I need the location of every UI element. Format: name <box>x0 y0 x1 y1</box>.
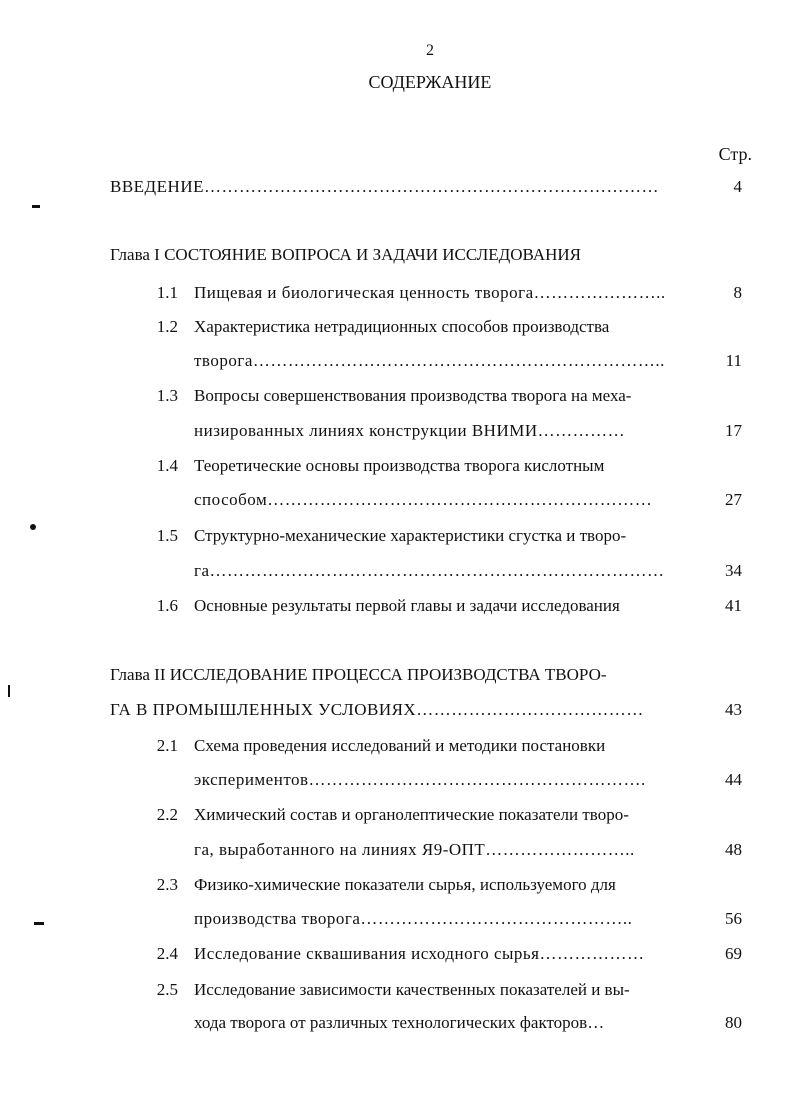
toc-entry-page: 56 <box>725 909 742 928</box>
toc-entry-line: хода творога от различных технологических факторов… <box>194 1013 605 1032</box>
toc-entry-line: низированных линиях конструкции ВНИМИ…………… <box>194 421 626 440</box>
toc-entry-page: 27 <box>725 490 742 509</box>
chapter2-heading: ГА В ПРОМЫШЛЕННЫХ УСЛОВИЯХ………………………………… <box>110 700 644 719</box>
toc-entry-number: 2.1 <box>156 736 178 755</box>
toc-entry-line: способом………………………………………………………… <box>194 490 653 509</box>
toc-entry-line: Характеристика нетрадиционных способов производства <box>194 317 610 336</box>
toc-entry-line: Вопросы совершенствования производства творога на меха- <box>194 386 632 405</box>
page-title: СОДЕРЖАНИЕ <box>368 72 492 92</box>
toc-intro-text: ВВЕДЕНИЕ…………………………………………………………………… <box>110 177 659 196</box>
toc-entry-line: Исследование зависимости качественных показателей и вы- <box>194 980 630 999</box>
toc-entry-number: 1.2 <box>156 317 178 336</box>
toc-entry-line: Исследование сквашивания исходного сырья……………… <box>194 944 645 963</box>
toc-entry-page: 69 <box>725 944 742 963</box>
scan-mark <box>30 524 36 530</box>
chapter2-page: 43 <box>725 700 742 719</box>
toc-entry-page: 11 <box>725 351 742 370</box>
page-column-label: Стр. <box>718 144 752 164</box>
toc-entry-line: Структурно-механические характеристики сгустка и творо- <box>194 526 627 545</box>
scan-mark <box>34 922 44 925</box>
toc-entry-number: 1.3 <box>156 386 178 405</box>
toc-entry-page: 34 <box>725 561 742 580</box>
toc-entry-number: 1.6 <box>156 596 178 615</box>
toc-entry-line: Основные результаты первой главы и задачи исследования <box>194 596 620 615</box>
scan-mark <box>8 685 10 697</box>
toc-entry-number: 2.3 <box>156 875 178 894</box>
toc-entry-number: 2.2 <box>156 805 178 824</box>
toc-entry-page: 80 <box>725 1013 742 1032</box>
toc-entry-number: 1.5 <box>156 526 178 545</box>
toc-entry-line: Пищевая и биологическая ценность творога………………….. <box>194 283 666 302</box>
toc-entry-line: Теоретические основы производства творога кислотным <box>194 456 605 475</box>
scan-mark <box>32 205 40 208</box>
toc-intro-page: 4 <box>733 177 742 196</box>
toc-entry-number: 2.5 <box>156 980 178 999</box>
toc-entry-line: Физико-химические показатели сырья, используемого для <box>194 875 616 894</box>
chapter2-heading: Глава II ИССЛЕДОВАНИЕ ПРОЦЕССА ПРОИЗВОДСТВА ТВОРО- <box>110 665 607 684</box>
toc-entry-page: 17 <box>725 421 742 440</box>
chapter1-heading: Глава I СОСТОЯНИЕ ВОПРОСА И ЗАДАЧИ ИССЛЕДОВАНИЯ <box>110 245 581 264</box>
toc-entry-line: творога…………………………………………………………….. <box>194 351 665 370</box>
toc-entry-page: 8 <box>733 283 742 302</box>
toc-entry-page: 44 <box>725 770 742 789</box>
toc-entry-line: Схема проведения исследований и методики постановки <box>194 736 606 755</box>
toc-entry-line: производства творога……………………………………….. <box>194 909 633 928</box>
toc-entry-line: Химический состав и органолептические показатели творо- <box>194 805 629 824</box>
page-number: 2 <box>426 42 434 59</box>
toc-entry-line: га…………………………………………………………………… <box>194 561 665 580</box>
toc-entry-number: 2.4 <box>156 944 178 963</box>
toc-entry-number: 1.1 <box>156 283 178 302</box>
toc-entry-line: га, выработанного на линиях Я9-ОПТ…………………….. <box>194 840 635 859</box>
toc-entry-number: 1.4 <box>156 456 178 475</box>
toc-entry-page: 48 <box>725 840 742 859</box>
toc-entry-line: экспериментов…………………………………………………. <box>194 770 646 789</box>
toc-entry-page: 41 <box>725 596 742 615</box>
